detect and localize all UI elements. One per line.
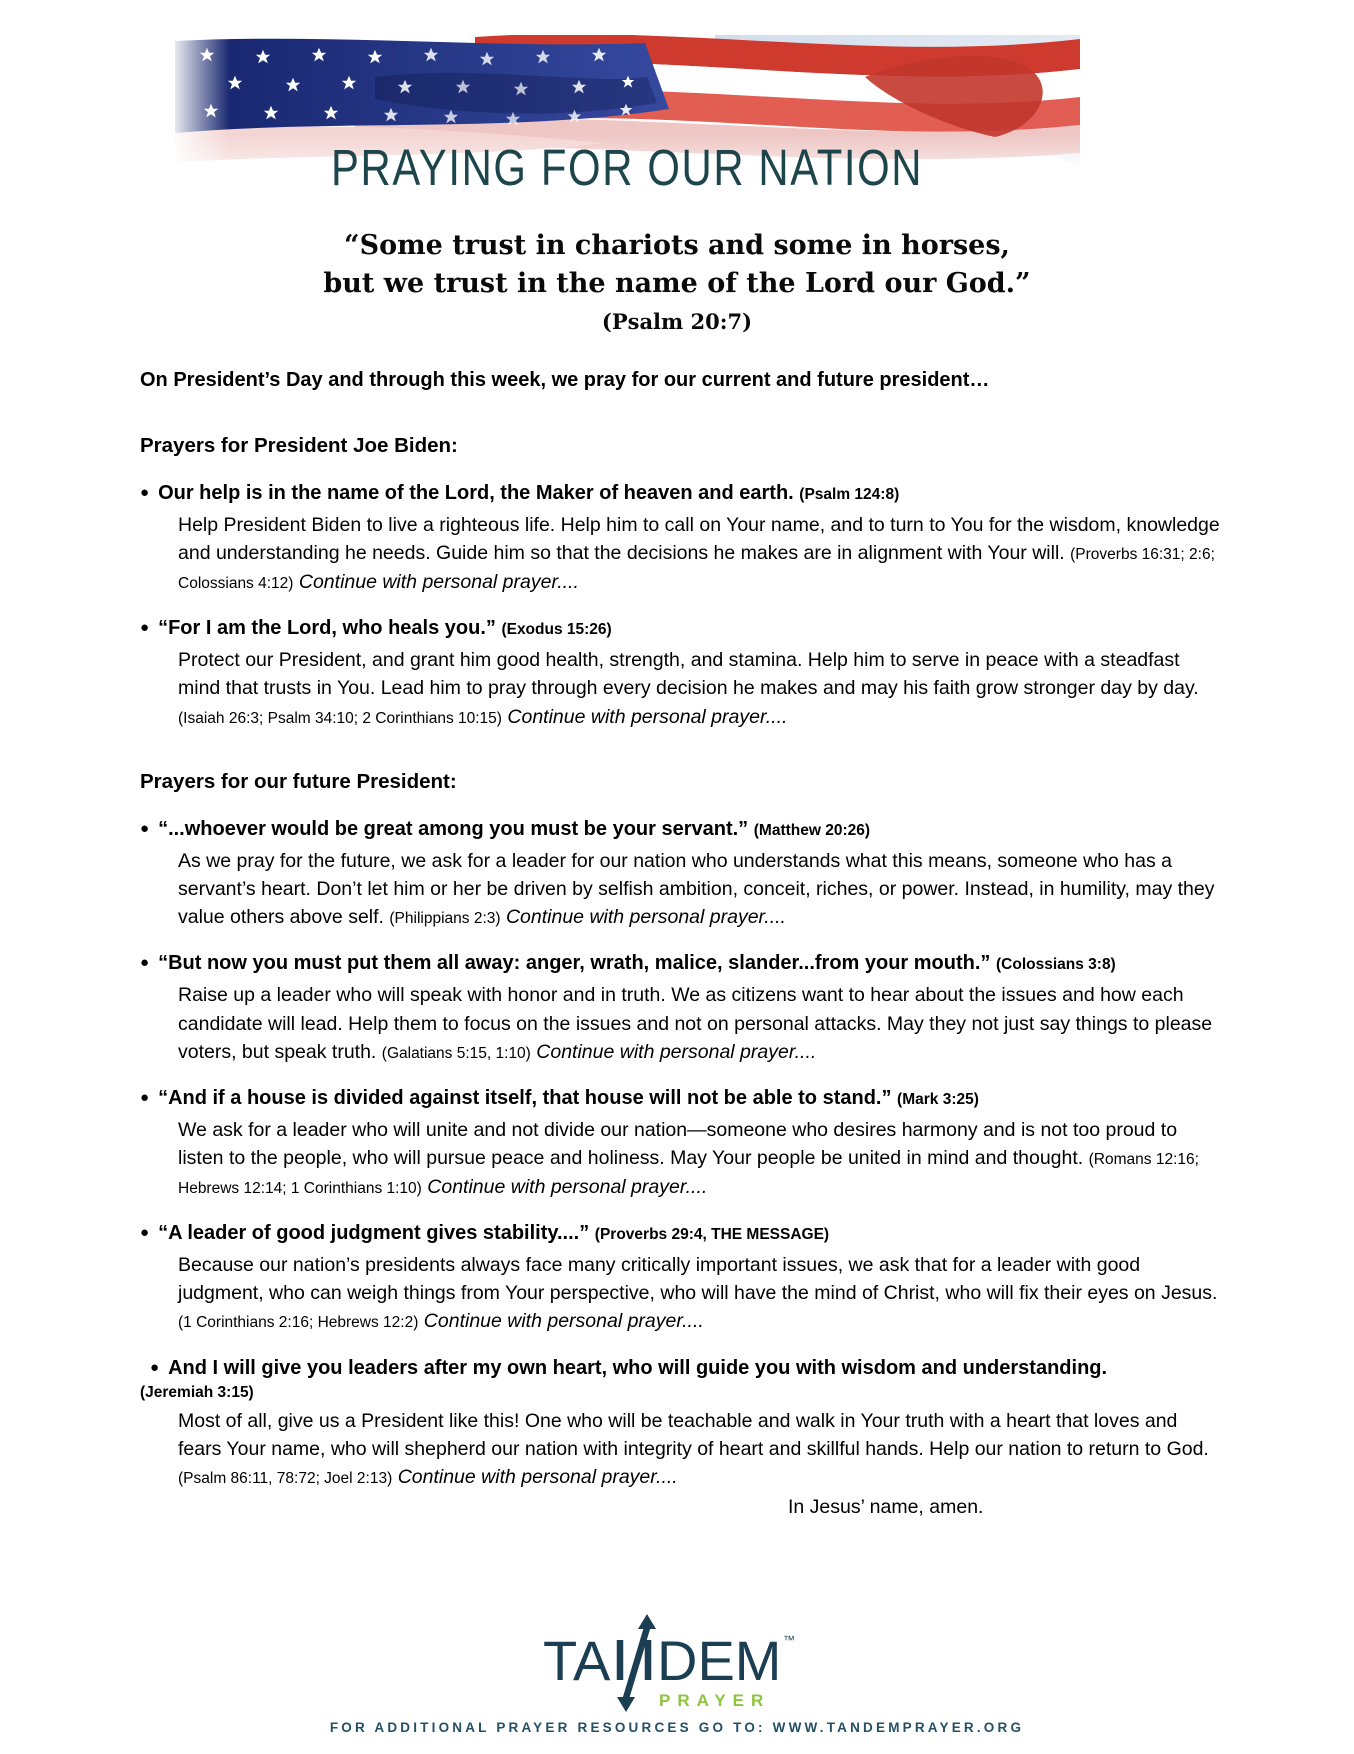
prayer-item-head (140, 949, 1224, 978)
footer (0, 1606, 1354, 1735)
prayer-item (140, 479, 1224, 596)
logo-text-prayer: PRAYER (659, 1690, 771, 1710)
prayer-item (140, 949, 1224, 1066)
prayer-text: We ask for a leader who will unite and not divide our nation—someone who desires harmony and is not too proud to listen to the people, who will pursue peace and holiness. May Your people be united in mind and thought. (178, 1119, 1178, 1170)
prayer-title: And I will give you leaders after my own heart, who will guide you with wisdom and understanding. (168, 1356, 1108, 1379)
scripture-ref: (Proverbs 16:31; 2:6; Colossians 4:12) (178, 546, 1215, 592)
tandem-prayer-logo (527, 1606, 827, 1714)
prayer-item (140, 1084, 1224, 1201)
scripture-ref: (Isaiah 26:3; Psalm 34:10; 2 Corinthians 10:15) (178, 709, 502, 727)
prayer-item-head (140, 614, 1224, 643)
prayer-title: Our help is in the name of the Lord, the Maker of heaven and earth. (158, 482, 794, 505)
prayer-body (178, 646, 1224, 731)
prayer-body (178, 1251, 1224, 1336)
amen-line: In Jesus’ name, amen. (788, 1496, 984, 1519)
page-title: PRAYING FOR OUR NATION (331, 139, 924, 196)
flag-banner (175, 35, 1080, 196)
prayer-item-head (140, 479, 1224, 508)
prayer-text: Raise up a leader who will speak with honor and in truth. We as citizens want to hear about the issues and how each candidate will lead. Help them to focus on the issues and not on personal attacks. May they not just say things to please voters, but speak truth. (178, 984, 1213, 1063)
prayer-item (140, 614, 1224, 731)
quote-reference: (Psalm 20:7) (601, 308, 753, 334)
bullet-icon: ● (140, 1089, 150, 1107)
document-body (140, 366, 1224, 1521)
scripture-ref: (Psalm 86:11, 78:72; Joel 2:13) (178, 1470, 393, 1488)
bullet-icon: ● (140, 484, 150, 502)
closing-phrase: Continue with personal prayer.... (427, 1175, 708, 1198)
down-arrow-icon (617, 1697, 635, 1712)
prayer-item-head (140, 1219, 1224, 1248)
prayer-title: “And if a house is divided against itself, that house will not be able to stand.” (158, 1087, 892, 1110)
scripture-ref: (Proverbs 29:4, THE MESSAGE) (594, 1225, 830, 1243)
logo-text-dem: DEM (657, 1628, 782, 1692)
quote-line1: “Some trust in chariots and some in horses, (344, 230, 1010, 261)
scripture-ref: (Romans 12:16; Hebrews 12:14; 1 Corinthians 1:10) (178, 1151, 1199, 1197)
closing-phrase: Continue with personal prayer.... (505, 906, 786, 929)
section-heading-biden: Prayers for President Joe Biden: (140, 434, 458, 458)
prayer-body (178, 847, 1224, 932)
prayer-item-head (140, 815, 1224, 844)
prayer-text: Help President Biden to live a righteous life. Help him to call on Your name, and to turn to You for the wisdom, knowledge and understanding he needs. Guide him so that the decisions he makes are in alignment with Your will. (178, 514, 1220, 565)
prayer-title: “A leader of good judgment gives stability....” (158, 1221, 590, 1244)
prayer-text: As we pray for the future, we ask for a leader for our nation who understands what this means, someone who has a servant’s heart. Don’t let him or her be driven by selfish ambition, conceit, riches, or power. Instead, in humility, may they value others above self. (178, 849, 1215, 929)
footer-tagline: FOR ADDITIONAL PRAYER RESOURCES GO TO: WWW.TANDEMPRAYER.ORG (329, 1719, 1025, 1735)
logo-trademark: ™ (783, 1632, 795, 1647)
scripture-ref: (Galatians 5:15, 1:10) (381, 1044, 531, 1062)
prayer-text: Protect our President, and grant him good health, strength, and stamina. Help him to serve in peace with a steadfast mind that trusts in You. Lead him to pray through every decision he makes and may his faith grow stronger day by day. (178, 648, 1199, 700)
scripture-ref: (Jeremiah 3:15) (140, 1383, 254, 1401)
closing-phrase: Continue with personal prayer.... (397, 1466, 678, 1489)
bullet-icon: ● (140, 819, 150, 837)
prayer-item-head (150, 1354, 1224, 1383)
prayer-body (178, 1407, 1224, 1492)
prayer-body (178, 511, 1224, 596)
prayer-title: “For I am the Lord, who heals you.” (158, 616, 496, 639)
prayer-text: Most of all, give us a President like this! One who will be teachable and walk in Your truth with a heart that loves and fears Your name, who will shepherd our nation with integrity of heart and skillful hands. Help our nation to return to God. (178, 1409, 1209, 1460)
prayer-item-head (140, 1084, 1224, 1113)
scripture-quote (0, 227, 1354, 336)
section-heading-future: Prayers for our future President: (140, 769, 457, 793)
bullet-icon: ● (140, 1223, 150, 1241)
closing-phrase: Continue with personal prayer.... (536, 1040, 817, 1063)
closing-phrase: Continue with personal prayer.... (423, 1310, 704, 1333)
scripture-ref: (Exodus 15:26) (501, 620, 612, 638)
closing-phrase: Continue with personal prayer.... (298, 570, 579, 593)
prayer-item (140, 815, 1224, 932)
closing-phrase: Continue with personal prayer.... (507, 705, 788, 728)
up-arrow-icon (638, 1614, 656, 1629)
scripture-ref: (Colossians 3:8) (996, 956, 1116, 974)
scripture-ref: (1 Corinthians 2:16; Hebrews 12:2) (178, 1314, 419, 1332)
prayer-item (140, 1219, 1224, 1336)
scripture-ref: (Psalm 124:8) (799, 486, 900, 504)
logo-n-arrows-icon (620, 1628, 648, 1698)
logo-text-ta: TA (543, 1628, 611, 1692)
prayer-item (140, 1354, 1224, 1492)
scripture-ref: (Matthew 20:26) (753, 821, 871, 839)
prayer-body (178, 1116, 1224, 1201)
bullet-icon: ● (150, 1358, 160, 1376)
prayer-title: “...whoever would be great among you must be your servant.” (158, 817, 749, 840)
prayer-title: “But now you must put them all away: anger, wrath, malice, slander...from your mouth.” (158, 952, 991, 975)
scripture-ref: (Mark 3:25) (897, 1091, 979, 1109)
intro-line: On President’s Day and through this week, we pray for our current and future president… (140, 369, 990, 392)
scripture-ref: (Philippians 2:3) (389, 910, 501, 928)
prayer-body (178, 981, 1224, 1066)
bullet-icon: ● (140, 954, 150, 972)
bullet-icon: ● (140, 618, 150, 636)
prayer-text: Because our nation’s presidents always face many critically important issues, we ask that for a leader with good judgment, who can weigh things from Your perspective, who will have the mind of Christ, who will fix their eyes on Jesus. (178, 1253, 1218, 1305)
quote-line2: but we trust in the name of the Lord our God.” (323, 268, 1031, 300)
